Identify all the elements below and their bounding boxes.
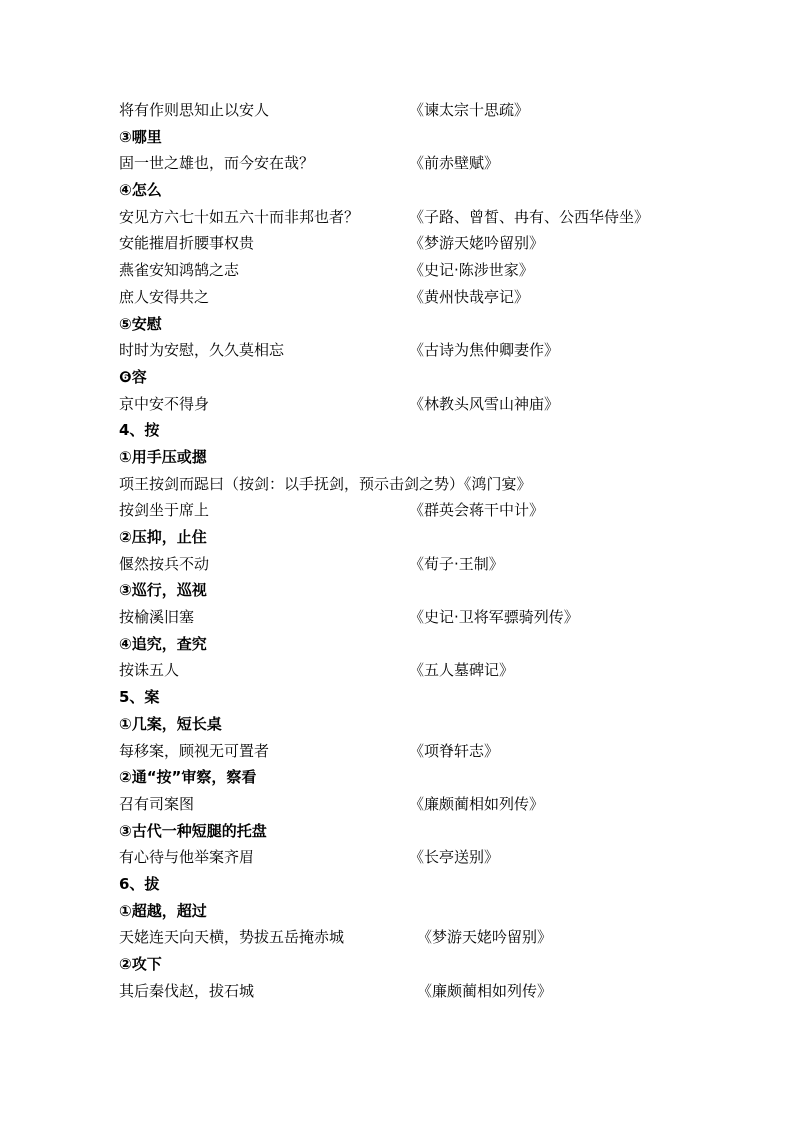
example-row (119, 844, 679, 871)
section-heading: ②压抑，止住 (119, 528, 207, 546)
example-text: 将有作则思知止以安人 (119, 101, 270, 119)
example-source: 《子路、曾皙、冉有、公西华侍坐》 (409, 207, 650, 226)
example-row (119, 257, 679, 284)
example-row (119, 230, 679, 257)
example-source: 《古诗为焦仲卿妻作》 (409, 341, 560, 360)
section-heading: ⑤安慰 (119, 314, 162, 333)
example-source: 《项脊轩志》 (409, 741, 500, 760)
section-heading: ①几案，短长桌 (119, 714, 222, 733)
example-text: 偃然按兵不动 (119, 554, 210, 573)
section-heading: ④怎么 (119, 181, 162, 200)
section-heading: 4、按 (119, 421, 160, 440)
example-source: 《五人墓碑记》 (409, 661, 515, 680)
example-text: 京中安不得身 (119, 394, 210, 413)
document-page (119, 97, 679, 1004)
section-heading: ④追究，查究 (119, 634, 207, 653)
example-text: 其后秦伐赵，拔石城 (119, 981, 255, 1000)
section-heading: ①用手压或摁 (119, 447, 207, 466)
section-heading: ②攻下 (119, 955, 162, 973)
section-heading: ③古代一种短腿的托盘 (119, 821, 267, 840)
example-row (119, 497, 679, 524)
example-line: 项王按剑而跽曰（按剑：以手抚剑，预示击剑之势）《鸿门宴》 (119, 474, 532, 493)
example-source: 《廉颇蔺相如列传》 (417, 981, 553, 1000)
section-heading: ②通“按”审察，察看 (119, 768, 257, 787)
example-row (119, 150, 679, 177)
example-row (119, 604, 679, 631)
example-text: 按诛五人 (119, 661, 180, 680)
example-row (119, 924, 679, 951)
example-source: 《梦游天姥吟留别》 (417, 928, 553, 947)
section-heading: ③哪里 (119, 127, 162, 146)
example-source: 《梦游天姥吟留别》 (409, 234, 545, 253)
example-row (119, 791, 679, 818)
section-heading: ❻容 (119, 367, 147, 386)
section-heading: ③巡行，巡视 (119, 581, 207, 600)
example-source: 《群英会蒋干中计》 (409, 501, 545, 520)
section-heading: ①超越，超过 (119, 901, 207, 920)
example-text: 每移案，顾视无可置者 (119, 741, 270, 760)
example-text: 庶人安得共之 (119, 287, 210, 306)
example-row (119, 738, 679, 765)
example-source: 《长亭送别》 (409, 848, 500, 867)
example-text: 安能摧眉折腰事权贵 (119, 234, 255, 253)
example-source: 《史记·卫将军骠骑列传》 (409, 608, 579, 627)
example-row (119, 337, 679, 364)
example-text: 召有司案图 (119, 794, 195, 813)
example-source: 《林教头风雪山神庙》 (409, 394, 560, 413)
example-row (119, 657, 679, 684)
example-text: 按榆溪旧塞 (119, 608, 195, 627)
example-row (119, 284, 679, 311)
example-row (119, 204, 679, 231)
example-text: 固一世之雄也，而今安在哉？ (119, 154, 315, 173)
example-row (119, 551, 679, 578)
section-heading: 6、拔 (119, 874, 160, 893)
example-source: 《史记·陈涉世家》 (409, 261, 534, 280)
example-text: 有心待与他举案齐眉 (119, 848, 255, 867)
example-row (119, 391, 679, 418)
example-source: 《谏太宗十思疏》 (409, 101, 530, 119)
example-text: 燕雀安知鸿鹄之志 (119, 261, 240, 280)
example-text: 时时为安慰，久久莫相忘 (119, 341, 285, 360)
example-text: 安见方六七十如五六十而非邦也者？ (119, 207, 360, 226)
example-text: 天姥连天向天横，势拔五岳掩赤城 (119, 928, 345, 947)
example-row (119, 97, 679, 124)
example-row (119, 978, 679, 1005)
example-source: 《廉颇蔺相如列传》 (409, 794, 545, 813)
example-source: 《前赤壁赋》 (409, 154, 500, 173)
example-source: 《黄州快哉亭记》 (409, 287, 530, 306)
example-text: 按剑坐于席上 (119, 501, 210, 520)
section-heading: 5、案 (119, 688, 160, 707)
example-source: 《荀子·王制》 (409, 554, 504, 573)
